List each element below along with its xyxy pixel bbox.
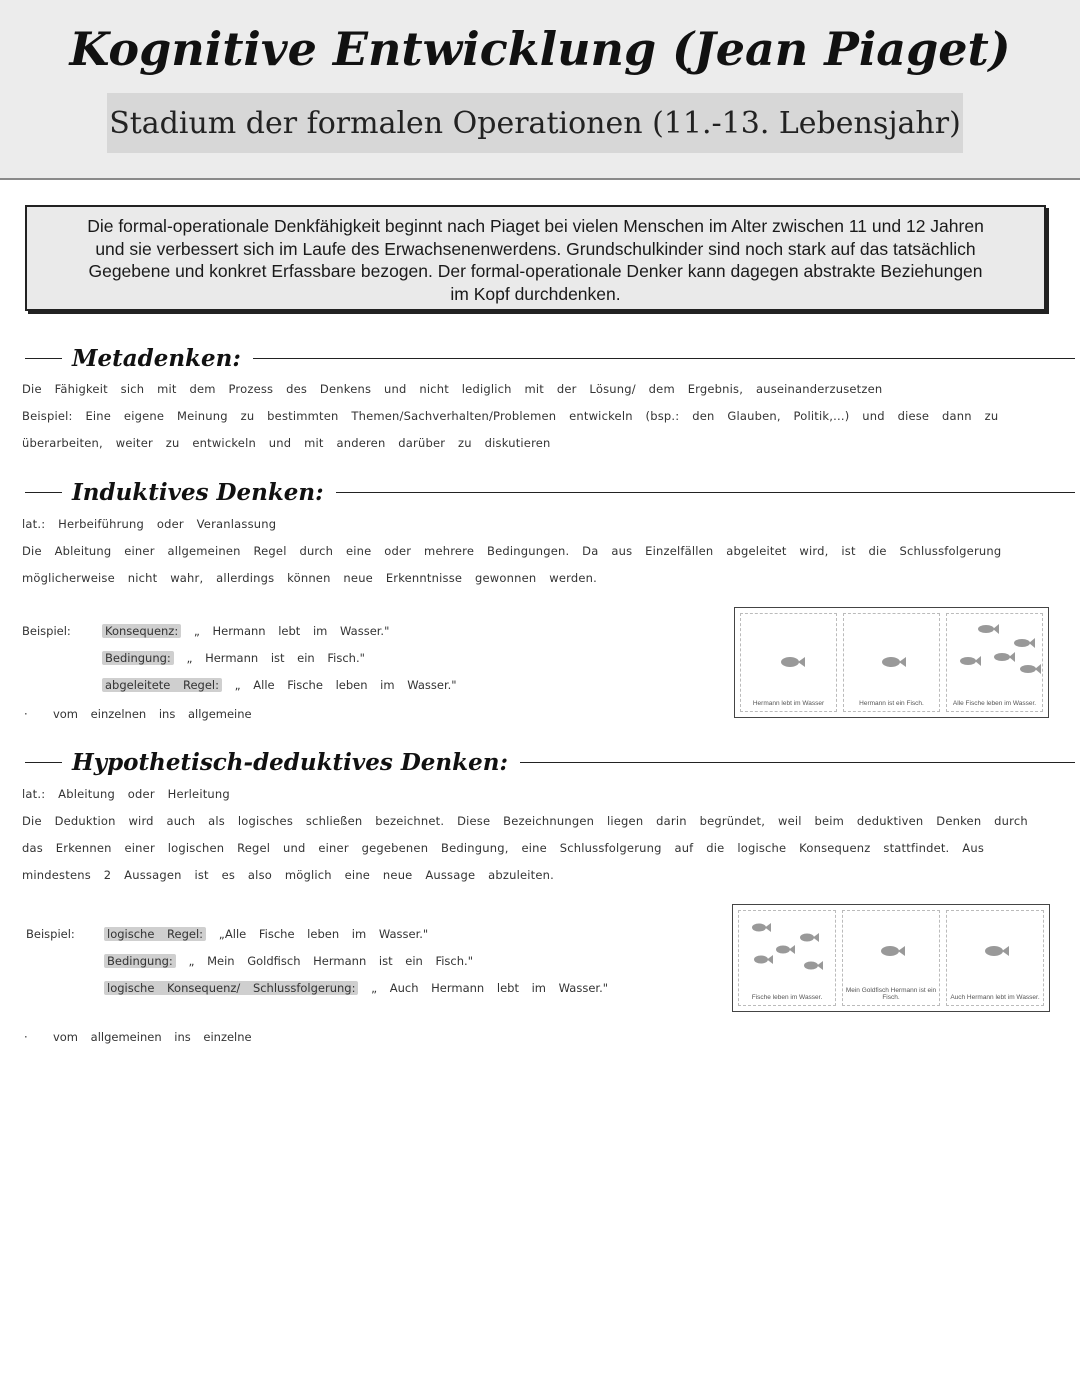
example-label: Beispiel: — [26, 927, 75, 941]
example-label: Beispiel: — [22, 624, 71, 638]
intro-line: Gegebene und konkret Erfassbare bezogen. Der formal-operationale Denker kann dagegen abstrakte Beziehungen — [88, 261, 983, 281]
tag-bedingung: Bedingung: — [102, 651, 174, 665]
fish-icon — [983, 943, 1009, 959]
example-text: „Alle Fische leben im Wasser." — [218, 927, 429, 941]
bullet-text: vom einzelnen ins allgemeine — [52, 707, 252, 721]
illustration-induktiv — [734, 607, 1049, 718]
example-row — [104, 927, 428, 941]
example-row — [102, 651, 365, 665]
text-line: lat.: Ableitung oder Herleitung — [22, 787, 230, 801]
fish-icon — [879, 943, 905, 959]
illustration-panel — [842, 910, 940, 1006]
panel-caption: Fische leben im Wasser. — [751, 994, 823, 1001]
example-row — [102, 678, 457, 692]
text-line: Die Deduktion wird auch als logisches schließen bezeichnet. Diese Bezeichnungen liegen darin begründet, weil beim deduktiven Denken durch — [22, 814, 1028, 828]
illustration-panel — [740, 613, 837, 712]
example-text: „ Hermann lebt im Wasser." — [193, 624, 390, 638]
example-text: „ Auch Hermann lebt im Wasser." — [371, 981, 609, 995]
panel-caption: Hermann ist ein Fisch. — [859, 700, 924, 707]
example-text: „ Alle Fische leben im Wasser." — [234, 678, 457, 692]
section-heading-induktiv — [25, 477, 1075, 507]
illustration-deduktiv — [732, 904, 1050, 1012]
fish-icon — [753, 953, 773, 966]
intro-line: und sie verbessert sich im Laufe des Erwachsenenwerdens. Grundschulkinder sind noch stark auf das tatsächlich — [95, 238, 976, 259]
tag-regel: logische Regel: — [104, 927, 206, 941]
fish-icon — [751, 921, 771, 934]
text-line: das Erkennen einer logischen Regel und einer gegebenen Bedingung, eine Schlussfolgerung auf die logische Konsequenz stattfindet. Aus — [22, 841, 985, 855]
panel-caption: Auch Hermann lebt im Wasser. — [950, 994, 1040, 1001]
text-line: möglicherweise nicht wahr, allerdings können neue Erkenntnisse gewonnen werden. — [22, 571, 597, 585]
fish-icon — [993, 650, 1015, 664]
tag-bedingung: Bedingung: — [104, 954, 176, 968]
example-row — [104, 981, 608, 995]
tag-konsequenz: logische Konsequenz/ Schlussfolgerung: — [104, 981, 358, 995]
bullet-item: · vom allgemeinen ins einzelne — [24, 1030, 252, 1044]
text-line: lat.: Herbeiführung oder Veranlassung — [22, 517, 277, 531]
intro-box — [25, 205, 1046, 311]
section-heading-deduktiv — [25, 747, 1075, 777]
illustration-panel — [946, 910, 1044, 1006]
illustration-panel — [843, 613, 940, 712]
example-row — [104, 954, 473, 968]
tag-konsequenz: Konsequenz: — [102, 624, 181, 638]
fish-icon — [803, 959, 823, 972]
example-text: „ Mein Goldfisch Hermann ist ein Fisch." — [188, 954, 473, 968]
bullet-text: vom allgemeinen ins einzelne — [52, 1030, 252, 1044]
panel-caption: Alle Fische leben im Wasser. — [952, 700, 1037, 707]
fish-icon — [959, 654, 981, 668]
bullet-item: · vom einzelnen ins allgemeine — [24, 707, 252, 721]
heading-text: Induktives Denken: — [72, 478, 324, 506]
tag-regel: abgeleitete Regel: — [102, 678, 222, 692]
fish-icon — [1013, 636, 1035, 650]
page-title: Kognitive Entwicklung (Jean Piaget) — [69, 22, 1011, 76]
fish-icon — [799, 931, 819, 944]
page-subtitle: Stadium der formalen Operationen (11.-13. Lebensjahr) — [107, 93, 963, 153]
text-line: Die Fähigkeit sich mit dem Prozess des Denkens und nicht lediglich mit der Lösung/ dem Ergebnis, auseinanderzusetzen — [22, 382, 883, 396]
fish-icon — [880, 654, 906, 670]
example-text: „ Hermann ist ein Fisch." — [186, 651, 365, 665]
panel-caption: Hermann lebt im Wasser — [752, 700, 825, 707]
fish-icon — [977, 622, 999, 636]
example-row — [102, 624, 389, 638]
text-line: Die Ableitung einer allgemeinen Regel durch eine oder mehrere Bedingungen. Da aus Einzelfällen abgeleitet wird, ist die Schlussfolgerung — [22, 544, 1002, 558]
text-line: Beispiel: Eine eigene Meinung zu bestimmten Themen/Sachverhalten/Problemen entwickeln (bsp.: den Glauben, Politik,...) und diese dann zu — [22, 409, 999, 423]
heading-text: Metadenken: — [72, 344, 241, 372]
heading-text: Hypothetisch-deduktives Denken: — [72, 748, 508, 776]
fish-icon — [779, 654, 805, 670]
panel-caption: Mein Goldfisch Hermann ist ein Fisch. — [845, 987, 937, 1001]
section-heading-metadenken — [25, 343, 1075, 373]
intro-line: Die formal-operationale Denkfähigkeit beginnt nach Piaget bei vielen Menschen im Alter zwischen 11 und 12 Jahren — [87, 216, 984, 236]
text-line: überarbeiten, weiter zu entwickeln und mit anderen darüber zu diskutieren — [22, 436, 551, 450]
intro-line: im Kopf durchdenken. — [450, 283, 621, 304]
illustration-panel — [946, 613, 1043, 712]
fish-icon — [1019, 662, 1041, 676]
fish-icon — [775, 943, 795, 956]
text-line: mindestens 2 Aussagen ist es also möglich eine neue Aussage abzuleiten. — [22, 868, 554, 882]
illustration-panel — [738, 910, 836, 1006]
